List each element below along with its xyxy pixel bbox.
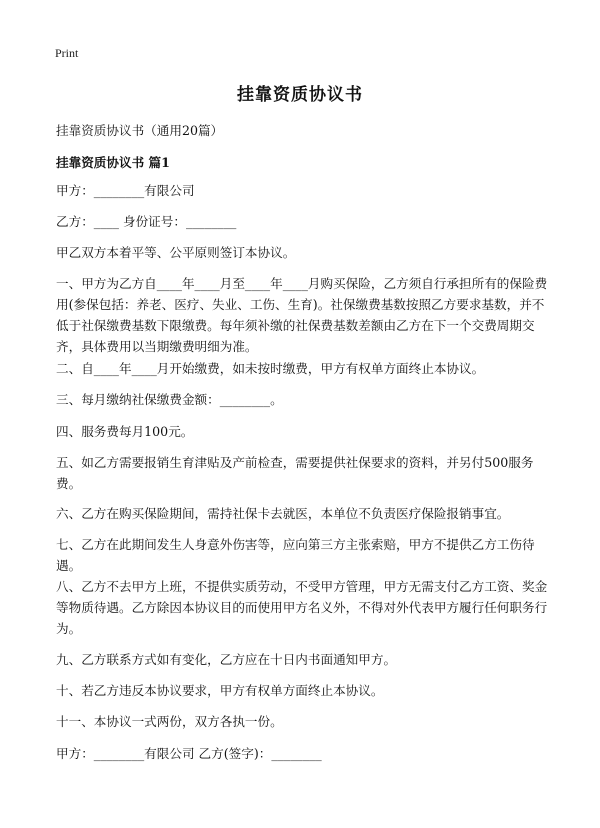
clause-9: 九、乙方联系方式如有变化，乙方应在十日内书面通知甲方。 [56, 652, 397, 667]
preamble-paragraph: 甲乙双方本着平等、公平原则签订本协议。 [56, 245, 296, 260]
clause-6: 六、乙方在购买保险期间，需持社保卡去就医，本单位不负责医疗保险报销事宜。 [56, 506, 510, 521]
clause-4: 四、服务费每月100元。 [56, 424, 194, 439]
print-link[interactable]: Print [55, 46, 79, 60]
section-heading: 挂靠资质协议书 篇1 [56, 155, 170, 170]
clause-10: 十、若乙方违反本协议要求，甲方有权单方面终止本协议。 [56, 683, 384, 698]
clause-8: 八、乙方不去甲方上班，不提供实质劳动，不受甲方管理，甲方无需支付乙方工资、奖金等物质待遇。乙方除因本协议目的而使用甲方名义外，不得对外代表甲方履行任何职务行为。 [56, 579, 548, 636]
clause-3: 三、每月缴纳社保缴费金额：________。 [56, 392, 283, 407]
clause-2: 二、自____年____月开始缴费，如未按时缴费，甲方有权单方面终止本协议。 [56, 361, 485, 376]
clause-1: 一、甲方为乙方自____年____月至____年____月购买保险，乙方须自行承担所有的保险费用(参保包括：养老、医疗、失业、工伤、生育)。社保缴费基数按照乙方要求基数，并不低于社保缴费基数下限缴费。每年须补缴的社保费基数差额由乙方在下一个交费周期交齐，具体费用以当期缴费明细为准。 [56, 276, 548, 354]
party-a-line: 甲方：________有限公司 [56, 183, 195, 198]
document-subtitle: 挂靠资质协议书（通用20篇） [56, 123, 224, 138]
party-b-line: 乙方：____ 身份证号：________ [56, 214, 237, 229]
clause-5: 五、如乙方需要报销生育津贴及产前检查，需要提供社保要求的资料，并另付500服务费。 [56, 455, 534, 491]
clause-11: 十一、本协议一式两份，双方各执一份。 [56, 714, 283, 729]
clause-7: 七、乙方在此期间发生人身意外伤害等，应向第三方主张索赔，甲方不提供乙方工伤待遇。 [56, 537, 535, 573]
document-title: 挂靠资质协议书 [237, 85, 363, 105]
signature-line: 甲方：________有限公司 乙方(签字)：________ [56, 746, 322, 761]
